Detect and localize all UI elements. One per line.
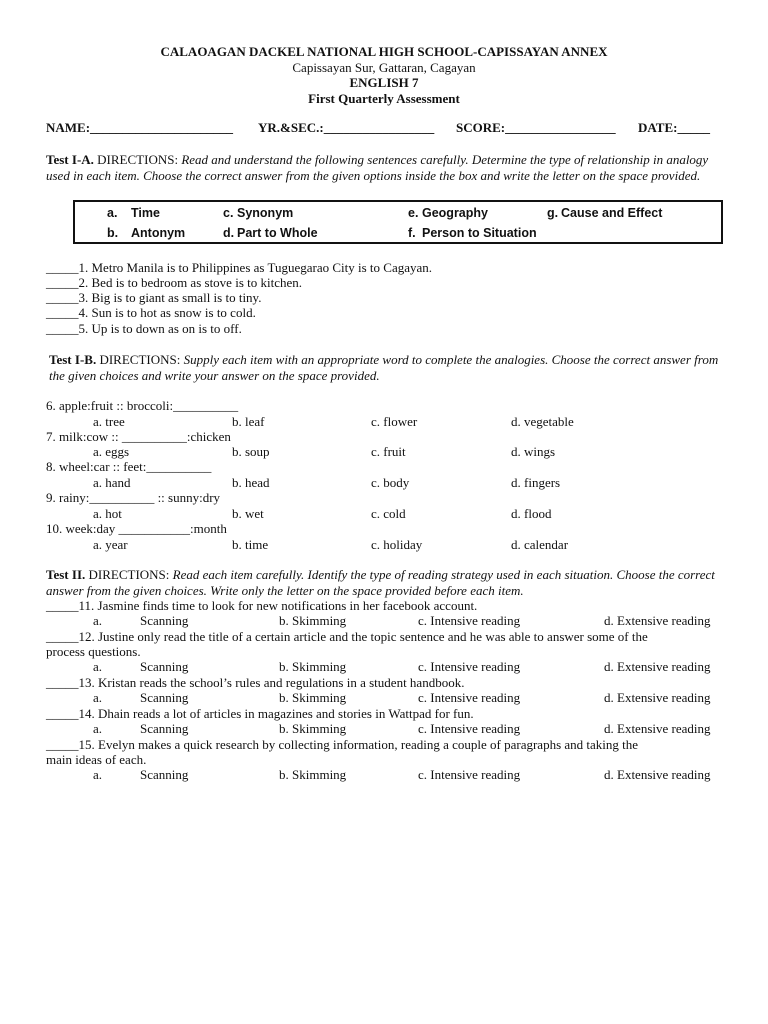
list-item: _____13. Kristan reads the school’s rules and regulations in a student handbook. — [46, 675, 465, 690]
choice: b. leaf — [232, 414, 265, 429]
option-letter: a. — [107, 206, 118, 220]
choice: d. flood — [511, 506, 552, 521]
choice: a. hot — [93, 506, 122, 521]
choice: d. Extensive reading — [604, 767, 711, 782]
list-item: process questions. — [46, 644, 141, 659]
test-1a-label: Test I-A. — [46, 152, 94, 167]
option-text: Person to Situation — [422, 226, 537, 240]
choice: a. — [93, 721, 103, 736]
choice: c. Intensive reading — [418, 721, 521, 736]
option-letter: d. — [223, 226, 235, 240]
exam-title: First Quarterly Assessment — [308, 91, 460, 106]
choice: c. Intensive reading — [418, 767, 521, 782]
question: 8. wheel:car :: feet:__________ — [46, 459, 212, 474]
directions-word: DIRECTIONS: — [88, 567, 170, 582]
choice: a. hand — [93, 475, 131, 490]
option-letter: c. — [223, 206, 234, 220]
test-1a-directions-text: Read and understand the following sentences carefully. Determine the type of relationship in analogy used in each item. Choose the correct answer from the given options inside the box and write the letter on the space provided. — [46, 152, 709, 183]
choice: Scanning — [140, 767, 189, 782]
question: 6. apple:fruit :: broccoli:__________ — [46, 398, 239, 413]
choice: c. Intensive reading — [418, 659, 521, 674]
choice: d. Extensive reading — [604, 613, 711, 628]
test-2-label: Test II. — [46, 567, 86, 582]
directions-word: DIRECTIONS: — [99, 352, 181, 367]
choice: c. fruit — [371, 444, 406, 459]
test-2-directions — [46, 567, 726, 598]
choice: d. wings — [511, 444, 556, 459]
choice: a. — [93, 690, 103, 705]
choice: a. year — [93, 537, 128, 552]
list-item: _____3. Big is to giant as small is to tiny. — [46, 290, 262, 305]
list-item: _____4. Sun is to hot as snow is to cold. — [46, 305, 256, 320]
choice: c. body — [371, 475, 410, 490]
option-text: Part to Whole — [237, 226, 318, 240]
choice: b. Skimming — [279, 767, 347, 782]
subject-title: ENGLISH 7 — [349, 75, 419, 90]
option-text: Time — [131, 206, 160, 220]
answer-options-box — [73, 200, 723, 244]
choice: a. eggs — [93, 444, 130, 459]
choice: b. time — [232, 537, 269, 552]
date-field: DATE:_____ — [638, 120, 710, 135]
choice: b. head — [232, 475, 270, 490]
option-letter: b. — [107, 226, 119, 240]
choice: Scanning — [140, 721, 189, 736]
choice: a. tree — [93, 414, 125, 429]
option-letter: e. — [408, 206, 419, 220]
choice: a. — [93, 613, 103, 628]
option-letter: f. — [408, 226, 416, 240]
choice: d. Extensive reading — [604, 659, 711, 674]
choice: b. Skimming — [279, 659, 347, 674]
choice: b. Skimming — [279, 613, 347, 628]
test-1b-directions-text: Supply each item with an appropriate word to complete the analogies. Choose the correct answer from the given choices and write your answer on the space provided. — [49, 352, 719, 383]
list-item: _____15. Evelyn makes a quick research by collecting information, reading a couple of paragraphs and taking the — [46, 737, 639, 752]
list-item: _____11. Jasmine finds time to look for new notifications in her facebook account. — [46, 598, 478, 613]
list-item: _____1. Metro Manila is to Philippines as Tuguegarao City is to Cagayan. — [46, 260, 433, 275]
test-1a-directions — [46, 152, 726, 183]
choice: a. — [93, 659, 103, 674]
question: 7. milk:cow :: __________:chicken — [46, 429, 231, 444]
choice: Scanning — [140, 690, 189, 705]
question: 10. week:day ___________:month — [46, 521, 227, 536]
choice: d. Extensive reading — [604, 721, 711, 736]
option-letter: g. — [547, 206, 559, 220]
list-item: _____14. Dhain reads a lot of articles in magazines and stories in Wattpad for fun. — [46, 706, 474, 721]
choice: b. Skimming — [279, 690, 347, 705]
choice: c. holiday — [371, 537, 423, 552]
choice: b. soup — [232, 444, 270, 459]
option-text: Geography — [422, 206, 488, 220]
choice: c. Intensive reading — [418, 690, 521, 705]
question: 9. rainy:__________ :: sunny:dry — [46, 490, 221, 505]
option-text: Synonym — [237, 206, 294, 220]
list-item: _____5. Up is to down as on is to off. — [46, 321, 242, 336]
choice: d. Extensive reading — [604, 690, 711, 705]
choice: a. — [93, 767, 103, 782]
score-field: SCORE:_________________ — [456, 120, 616, 135]
choice: b. wet — [232, 506, 264, 521]
test-2-directions-text: Read each item carefully. Identify the type of reading strategy used in each situation. Choose the correct answer from the given choices. Write only the letter on the space provided before each item. — [46, 567, 715, 598]
choice: c. Intensive reading — [418, 613, 521, 628]
choice: c. flower — [371, 414, 418, 429]
list-item: _____12. Justine only read the title of a certain article and the topic sentence and he was able to answer some of the — [46, 629, 648, 644]
choice: d. fingers — [511, 475, 561, 490]
list-item: _____2. Bed is to bedroom as stove is to kitchen. — [46, 275, 303, 290]
option-text: Cause and Effect — [561, 206, 663, 220]
test-1b-directions — [49, 352, 729, 383]
directions-word: DIRECTIONS: — [97, 152, 179, 167]
school-address: Capissayan Sur, Gattaran, Cagayan — [292, 60, 476, 75]
choice: c. cold — [371, 506, 406, 521]
choice: d. vegetable — [511, 414, 574, 429]
choice: d. calendar — [511, 537, 569, 552]
test-1b-label: Test I-B. — [49, 352, 97, 367]
choice: Scanning — [140, 659, 189, 674]
section-field: YR.&SEC.:_________________ — [258, 120, 435, 135]
list-item: main ideas of each. — [46, 752, 147, 767]
choice: b. Skimming — [279, 721, 347, 736]
option-text: Antonym — [131, 226, 186, 240]
school-name: CALAOAGAN DACKEL NATIONAL HIGH SCHOOL-CAPISSAYAN ANNEX — [160, 44, 608, 59]
choice: Scanning — [140, 613, 189, 628]
name-field: NAME:______________________ — [46, 120, 234, 135]
